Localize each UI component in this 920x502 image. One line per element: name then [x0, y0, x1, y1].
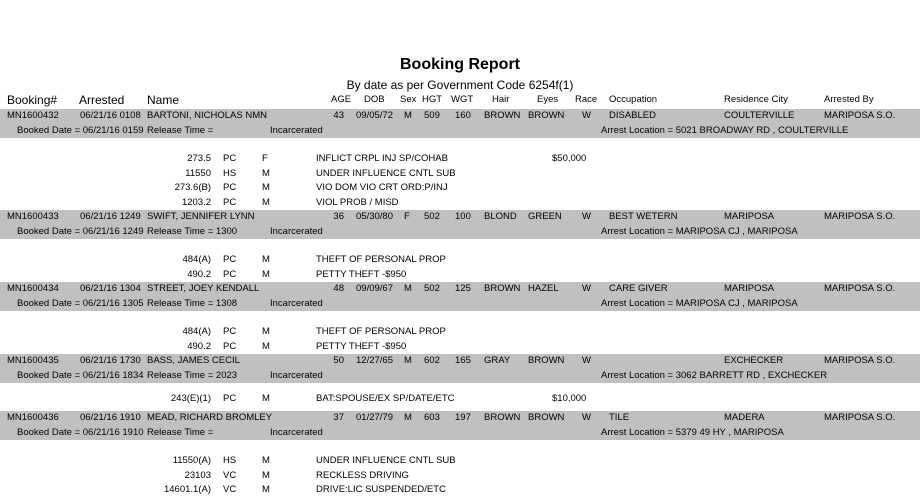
date-of-birth: 12/27/65 [356, 355, 393, 366]
charge-code: 273.6(B) [174, 182, 211, 193]
release-time: Release Time = 1308 [147, 298, 238, 309]
charge-type: VC [223, 469, 237, 481]
date-of-birth: 09/05/72 [356, 110, 393, 121]
person-name: MEAD, RICHARD BROMLEY [147, 412, 273, 423]
charge-type: PC [223, 182, 237, 193]
charge-description: BAT:SPOUSE/EX SP/DATE/ETC [316, 393, 455, 404]
release-time: Release Time = 1300 [147, 226, 238, 237]
charge-type: PC [223, 326, 237, 337]
header-occupation: Occupation [609, 94, 658, 105]
booking-number: MN1600433 [7, 211, 59, 222]
date-of-birth: 05/30/80 [356, 211, 393, 222]
charge-level: M [262, 196, 270, 208]
charge-type: HS [223, 167, 237, 179]
header-dob: DOB [364, 94, 385, 105]
charge-level: M [262, 393, 270, 404]
charge-type: PC [223, 196, 237, 208]
charge-description: THEFT OF PERSONAL PROP [316, 326, 446, 337]
header-name: Name [147, 93, 180, 107]
booking-number: MN1600434 [7, 283, 59, 294]
hair-color: BLOND [484, 211, 517, 222]
sex: M [404, 412, 412, 423]
bail-amount: $50,000 [552, 153, 587, 164]
charge-level: M [262, 455, 270, 466]
charge-code: 273.5 [187, 153, 211, 164]
arrest-location: Arrest Location = 3062 BARRETT RD , EXCHECKER [601, 370, 828, 381]
race: W [582, 283, 591, 294]
occupation: TILE [609, 412, 630, 423]
charge-description: PETTY THEFT -$950 [316, 268, 407, 280]
report-title: Booking Report [400, 56, 520, 73]
residence-city: EXCHECKER [724, 355, 784, 366]
release-time: Release Time = 2023 [147, 370, 238, 381]
charge-description: UNDER INFLUENCE CNTL SUB [316, 455, 456, 466]
charge-description: VIO DOM VIO CRT ORD:P/INJ [316, 182, 448, 193]
charge-level: M [262, 484, 270, 495]
arrested-by: MARIPOSA S.O. [824, 283, 896, 294]
date-of-birth: 09/09/67 [356, 283, 393, 294]
header-booking: Booking# [7, 93, 58, 107]
charge-level: M [262, 167, 270, 179]
arrest-location: Arrest Location = 5021 BROADWAY RD , COULTERVILLE [601, 125, 849, 136]
arrest-location: Arrest Location = MARIPOSA CJ , MARIPOSA [601, 226, 798, 237]
custody-status: Incarcerated [270, 226, 323, 237]
date-of-birth: 01/27/79 [356, 412, 393, 423]
person-name: BASS, JAMES CECIL [147, 355, 240, 366]
release-time: Release Time = [147, 427, 214, 438]
header-arrested: Arrested [79, 93, 125, 107]
arrested-by: MARIPOSA S.O. [824, 412, 896, 423]
arrested-by: MARIPOSA S.O. [824, 211, 896, 222]
header-wgt: WGT [451, 94, 474, 105]
arrested-datetime: 06/21/16 1249 [80, 211, 141, 222]
custody-status: Incarcerated [270, 298, 323, 309]
residence-city: COULTERVILLE [724, 110, 795, 121]
booked-date: Booked Date = 06/21/16 1834 [17, 370, 144, 381]
hair-color: BROWN [484, 110, 521, 121]
release-time: Release Time = [147, 125, 214, 136]
header-hair: Hair [492, 94, 510, 105]
header-arrested-by: Arrested By [824, 94, 874, 105]
weight: 197 [455, 412, 471, 423]
charge-type: PC [223, 268, 237, 280]
charge-level: M [262, 326, 270, 337]
sex: F [404, 211, 410, 222]
booking-number: MN1600432 [7, 110, 59, 121]
age: 43 [333, 110, 344, 121]
charge-level: M [262, 254, 270, 265]
arrested-by: MARIPOSA S.O. [824, 355, 896, 366]
arrested-by: MARIPOSA S.O. [824, 110, 896, 121]
charge-description: RECKLESS DRIVING [316, 469, 409, 481]
arrested-datetime: 06/21/16 1730 [80, 355, 141, 366]
weight: 165 [455, 355, 471, 366]
eye-color: BROWN [528, 355, 565, 366]
weight: 160 [455, 110, 471, 121]
booked-date: Booked Date = 06/21/16 1249 [17, 226, 144, 237]
charge-type: PC [223, 393, 237, 404]
booked-date: Booked Date = 06/21/16 1305 [17, 298, 144, 309]
charge-description: THEFT OF PERSONAL PROP [316, 254, 446, 265]
race: W [582, 412, 591, 423]
charge-description: DRIVE:LIC SUSPENDED/ETC [316, 484, 446, 495]
charge-code: 490.2 [187, 268, 211, 280]
charge-description: VIOL PROB / MISD [316, 196, 399, 208]
eye-color: GREEN [528, 211, 562, 222]
eye-color: BROWN [528, 110, 565, 121]
bail-amount: $10,000 [552, 393, 587, 404]
report-subtitle: By date as per Government Code 6254f(1) [346, 78, 574, 92]
charge-type: HS [223, 455, 237, 466]
arrested-datetime: 06/21/16 1304 [80, 283, 141, 294]
charge-description: UNDER INFLUENCE CNTL SUB [316, 167, 456, 179]
charge-level: M [262, 268, 270, 280]
custody-status: Incarcerated [270, 125, 323, 136]
header-eyes: Eyes [537, 94, 559, 105]
charge-code: 14601.1(A) [163, 484, 211, 495]
age: 50 [333, 355, 344, 366]
charge-code: 11550 [185, 167, 211, 179]
weight: 125 [455, 283, 471, 294]
charge-type: PC [223, 340, 237, 352]
height: 509 [424, 110, 440, 121]
height: 602 [424, 355, 440, 366]
charge-code: 11550(A) [172, 455, 211, 466]
charge-level: M [262, 469, 270, 481]
race: W [582, 211, 591, 222]
hair-color: GRAY [484, 355, 511, 366]
custody-status: Incarcerated [270, 427, 323, 438]
person-name: BARTONI, NICHOLAS NMN [147, 110, 268, 121]
booking-number: MN1600436 [7, 412, 59, 423]
residence-city: MADERA [724, 412, 765, 423]
charge-code: 243(E)(1) [170, 393, 211, 404]
custody-status: Incarcerated [270, 370, 323, 381]
weight: 100 [455, 211, 471, 222]
charge-description: PETTY THEFT -$950 [316, 340, 407, 352]
charge-code: 484(A) [182, 326, 211, 337]
header-sex: Sex [400, 94, 417, 105]
charge-code: 490.2 [187, 340, 211, 352]
charge-level: F [262, 153, 268, 164]
hair-color: BROWN [484, 283, 521, 294]
hair-color: BROWN [484, 412, 521, 423]
age: 36 [333, 211, 344, 222]
booked-date: Booked Date = 06/21/16 0159 [17, 125, 144, 136]
person-name: SWIFT, JENNIFER LYNN [147, 211, 255, 222]
booked-date: Booked Date = 06/21/16 1910 [17, 427, 144, 438]
race: W [582, 355, 591, 366]
charge-level: M [262, 182, 270, 193]
height: 603 [424, 412, 440, 423]
charge-type: PC [223, 254, 237, 265]
charge-level: M [262, 340, 270, 352]
charge-code: 484(A) [182, 254, 211, 265]
sex: M [404, 283, 412, 294]
eye-color: HAZEL [528, 283, 559, 294]
occupation: DISABLED [609, 110, 656, 121]
age: 48 [333, 283, 344, 294]
residence-city: MARIPOSA [724, 211, 775, 222]
race: W [582, 110, 591, 121]
occupation: CARE GIVER [609, 283, 668, 294]
arrest-location: Arrest Location = MARIPOSA CJ , MARIPOSA [601, 298, 798, 309]
occupation: BEST WETERN [609, 211, 678, 222]
height: 502 [424, 283, 440, 294]
header-age: AGE [331, 94, 352, 105]
booking-number: MN1600435 [7, 355, 59, 366]
header-race: Race [575, 94, 598, 105]
person-name: STREET, JOEY KENDALL [147, 283, 260, 294]
arrest-location: Arrest Location = 5379 49 HY , MARIPOSA [601, 427, 784, 438]
residence-city: MARIPOSA [724, 283, 775, 294]
charge-description: INFLICT CRPL INJ SP/COHAB [316, 153, 448, 164]
header-residence-city: Residence City [724, 94, 788, 105]
height: 502 [424, 211, 440, 222]
charge-code: 1203.2 [181, 196, 211, 208]
arrested-datetime: 06/21/16 0108 [80, 110, 141, 121]
arrested-datetime: 06/21/16 1910 [80, 412, 141, 423]
charge-code: 23103 [184, 469, 211, 481]
header-hgt: HGT [422, 94, 443, 105]
charge-type: PC [223, 153, 237, 164]
age: 37 [333, 412, 344, 423]
sex: M [404, 110, 412, 121]
sex: M [404, 355, 412, 366]
charge-type: VC [223, 484, 237, 495]
eye-color: BROWN [528, 412, 565, 423]
